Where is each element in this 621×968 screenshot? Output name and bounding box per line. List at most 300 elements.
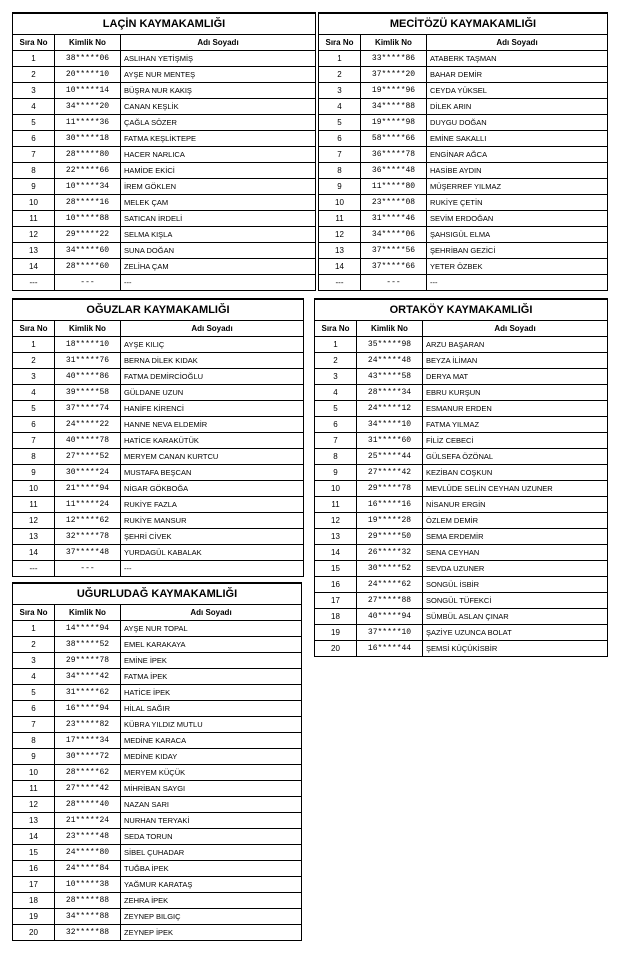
- cell-adi-soyadi: NURHAN TERYAKİ: [121, 813, 302, 829]
- table-row: [13, 195, 316, 211]
- cell-adi-soyadi: TUĞBA İPEK: [121, 861, 302, 877]
- cell-adi-soyadi: AYŞE NUR TOPAL: [121, 621, 302, 637]
- cell-kimlik-no: 11*****24: [55, 497, 121, 513]
- cell-kimlik-no: 30*****18: [55, 131, 121, 147]
- cell-sira-no: 11: [13, 497, 55, 513]
- table-title: OĞUZLAR KAYMAKAMLIĞI: [13, 299, 304, 321]
- cell-adi-soyadi: NİSANUR ERGİN: [423, 497, 608, 513]
- table-row: [13, 797, 302, 813]
- cell-kimlik-no: 28*****88: [55, 893, 121, 909]
- table-row: [13, 685, 302, 701]
- cell-adi-soyadi: BAHAR DEMİR: [427, 67, 608, 83]
- cell-adi-soyadi: CEYDA YÜKSEL: [427, 83, 608, 99]
- cell-kimlik-no: 40*****94: [357, 609, 423, 625]
- table-row: [319, 259, 608, 275]
- cell-kimlik-no: 10*****88: [55, 211, 121, 227]
- cell-sira-no: 2: [13, 353, 55, 369]
- cell-sira-no: 1: [13, 51, 55, 67]
- cell-sira-no: 2: [13, 637, 55, 653]
- table-row: [13, 845, 302, 861]
- cell-sira-no: ---: [13, 275, 55, 291]
- table-row: [315, 513, 608, 529]
- table-row: [319, 243, 608, 259]
- cell-kimlik-no: 29*****50: [357, 529, 423, 545]
- table-row: [13, 163, 316, 179]
- cell-sira-no: 3: [13, 653, 55, 669]
- table-row: [13, 829, 302, 845]
- header-adi-soyadi: Adı Soyadı: [121, 35, 316, 51]
- cell-adi-soyadi: ENGİNAR AĞCA: [427, 147, 608, 163]
- cell-sira-no: 1: [319, 51, 361, 67]
- cell-kimlik-no: 34*****42: [55, 669, 121, 685]
- cell-sira-no: 3: [315, 369, 357, 385]
- cell-adi-soyadi: KÜBRA YILDIZ MUTLU: [121, 717, 302, 733]
- cell-sira-no: 12: [319, 227, 361, 243]
- cell-kimlik-no: 34*****88: [361, 99, 427, 115]
- cell-adi-soyadi: GÜLSEFA ÖZÖNAL: [423, 449, 608, 465]
- cell-sira-no: 3: [13, 83, 55, 99]
- table-row: [319, 227, 608, 243]
- cell-adi-soyadi: ---: [121, 561, 304, 577]
- cell-kimlik-no: 16*****16: [357, 497, 423, 513]
- header-sira-no: Sıra No: [13, 35, 55, 51]
- table-row: [13, 275, 316, 291]
- table-row: [13, 781, 302, 797]
- cell-sira-no: 1: [13, 337, 55, 353]
- cell-adi-soyadi: EMEL KARAKAYA: [121, 637, 302, 653]
- table-row: [13, 701, 302, 717]
- table-row: [13, 481, 304, 497]
- cell-kimlik-no: 28*****40: [55, 797, 121, 813]
- table-row: [13, 449, 304, 465]
- cell-kimlik-no: 36*****48: [361, 163, 427, 179]
- cell-sira-no: 14: [13, 829, 55, 845]
- cell-kimlik-no: 34*****88: [55, 909, 121, 925]
- table-row: [13, 227, 316, 243]
- cell-adi-soyadi: SONGÜL TÜFEKCİ: [423, 593, 608, 609]
- table-row: [315, 417, 608, 433]
- cell-kimlik-no: 37*****48: [55, 545, 121, 561]
- cell-kimlik-no: 26*****32: [357, 545, 423, 561]
- cell-sira-no: 4: [13, 669, 55, 685]
- cell-sira-no: 6: [13, 701, 55, 717]
- table-row: [319, 195, 608, 211]
- cell-sira-no: 4: [319, 99, 361, 115]
- cell-sira-no: 14: [319, 259, 361, 275]
- table-row: [315, 385, 608, 401]
- cell-kimlik-no: 37*****66: [361, 259, 427, 275]
- cell-adi-soyadi: ---: [121, 275, 316, 291]
- cell-sira-no: 6: [315, 417, 357, 433]
- cell-sira-no: 5: [13, 685, 55, 701]
- table-header-row: [13, 35, 316, 51]
- cell-adi-soyadi: HACER NARLICA: [121, 147, 316, 163]
- cell-adi-soyadi: SEVDA UZUNER: [423, 561, 608, 577]
- table-row: [319, 211, 608, 227]
- cell-adi-soyadi: ESMANUR ERDEN: [423, 401, 608, 417]
- cell-sira-no: 20: [315, 641, 357, 657]
- cell-sira-no: 12: [13, 513, 55, 529]
- table-row: [13, 529, 304, 545]
- cell-sira-no: 13: [13, 813, 55, 829]
- cell-adi-soyadi: RUKİYE ÇETİN: [427, 195, 608, 211]
- cell-kimlik-no: 33*****86: [361, 51, 427, 67]
- table-row: [319, 131, 608, 147]
- cell-sira-no: 17: [315, 593, 357, 609]
- cell-kimlik-no: 29*****22: [55, 227, 121, 243]
- table-row: [13, 621, 302, 637]
- cell-kimlik-no: 22*****66: [55, 163, 121, 179]
- cell-kimlik-no: 37*****20: [361, 67, 427, 83]
- cell-kimlik-no: 20*****10: [55, 67, 121, 83]
- table-row: [315, 529, 608, 545]
- cell-sira-no: 12: [13, 797, 55, 813]
- cell-adi-soyadi: SENA CEYHAN: [423, 545, 608, 561]
- cell-kimlik-no: 32*****88: [55, 925, 121, 941]
- table-row: [315, 625, 608, 641]
- cell-adi-soyadi: SELMA KIŞLA: [121, 227, 316, 243]
- table-row: [13, 749, 302, 765]
- cell-adi-soyadi: FATMA DEMİRCİOĞLU: [121, 369, 304, 385]
- cell-adi-soyadi: BEYZA İLİMAN: [423, 353, 608, 369]
- cell-kimlik-no: 14*****94: [55, 621, 121, 637]
- table-row: [315, 497, 608, 513]
- cell-kimlik-no: 28*****80: [55, 147, 121, 163]
- cell-sira-no: 14: [13, 259, 55, 275]
- table-row: [13, 417, 304, 433]
- cell-sira-no: 11: [319, 211, 361, 227]
- cell-kimlik-no: 23*****82: [55, 717, 121, 733]
- cell-adi-soyadi: AYŞE KILIÇ: [121, 337, 304, 353]
- table-row: [13, 877, 302, 893]
- cell-sira-no: 10: [319, 195, 361, 211]
- table-row: [13, 561, 304, 577]
- cell-adi-soyadi: MİHRİBAN SAYGI: [121, 781, 302, 797]
- cell-sira-no: 1: [13, 621, 55, 637]
- table-row: [315, 401, 608, 417]
- table-row: [13, 99, 316, 115]
- cell-adi-soyadi: EBRU KURŞUN: [423, 385, 608, 401]
- cell-sira-no: 8: [13, 449, 55, 465]
- cell-adi-soyadi: MEDİNE KARACA: [121, 733, 302, 749]
- cell-adi-soyadi: SATICAN İRDELİ: [121, 211, 316, 227]
- table-row: [315, 577, 608, 593]
- cell-adi-soyadi: MÜŞERREF YILMAZ: [427, 179, 608, 195]
- table-row: [13, 717, 302, 733]
- table-row: [13, 51, 316, 67]
- cell-kimlik-no: 27*****88: [357, 593, 423, 609]
- cell-adi-soyadi: ZELİHA ÇAM: [121, 259, 316, 275]
- cell-adi-soyadi: CANAN KEŞLİK: [121, 99, 316, 115]
- cell-kimlik-no: 10*****38: [55, 877, 121, 893]
- table-row: [13, 147, 316, 163]
- cell-kimlik-no: 29*****78: [55, 653, 121, 669]
- cell-adi-soyadi: SEVİM ERDOĞAN: [427, 211, 608, 227]
- cell-kimlik-no: 30*****72: [55, 749, 121, 765]
- cell-kimlik-no: 34*****20: [55, 99, 121, 115]
- table-row: [13, 385, 304, 401]
- cell-sira-no: 7: [13, 147, 55, 163]
- cell-kimlik-no: 38*****52: [55, 637, 121, 653]
- cell-kimlik-no: 10*****14: [55, 83, 121, 99]
- cell-sira-no: 15: [315, 561, 357, 577]
- cell-sira-no: 13: [319, 243, 361, 259]
- cell-sira-no: 19: [13, 909, 55, 925]
- cell-sira-no: 4: [315, 385, 357, 401]
- cell-sira-no: 5: [319, 115, 361, 131]
- table-header-row: [13, 321, 304, 337]
- cell-adi-soyadi: MELEK ÇAM: [121, 195, 316, 211]
- cell-sira-no: 5: [13, 401, 55, 417]
- table-row: [13, 465, 304, 481]
- cell-kimlik-no: 27*****52: [55, 449, 121, 465]
- cell-kimlik-no: 30*****52: [357, 561, 423, 577]
- cell-adi-soyadi: FATMA İPEK: [121, 669, 302, 685]
- cell-adi-soyadi: ŞAHSIGÜL ELMA: [427, 227, 608, 243]
- cell-sira-no: 11: [315, 497, 357, 513]
- table-row: [315, 561, 608, 577]
- table-row: [13, 259, 316, 275]
- cell-adi-soyadi: MERYEM KÜÇÜK: [121, 765, 302, 781]
- cell-adi-soyadi: ÖZLEM DEMİR: [423, 513, 608, 529]
- table-row: [13, 131, 316, 147]
- cell-kimlik-no: 17*****34: [55, 733, 121, 749]
- cell-kimlik-no: 28*****60: [55, 259, 121, 275]
- cell-kimlik-no: 37*****56: [361, 243, 427, 259]
- cell-kimlik-no: 34*****06: [361, 227, 427, 243]
- cell-sira-no: 9: [13, 749, 55, 765]
- header-sira-no: Sıra No: [13, 321, 55, 337]
- cell-adi-soyadi: SEDA TORUN: [121, 829, 302, 845]
- cell-sira-no: 11: [13, 211, 55, 227]
- cell-adi-soyadi: FİLİZ CEBECİ: [423, 433, 608, 449]
- header-adi-soyadi: Adı Soyadı: [121, 605, 302, 621]
- cell-kimlik-no: 40*****78: [55, 433, 121, 449]
- table-row: [13, 813, 302, 829]
- cell-sira-no: 10: [13, 481, 55, 497]
- header-kimlik-no: Kimlik No: [55, 605, 121, 621]
- cell-sira-no: 20: [13, 925, 55, 941]
- cell-adi-soyadi: SEMA ERDEMİR: [423, 529, 608, 545]
- cell-sira-no: 17: [13, 877, 55, 893]
- table-row: [319, 275, 608, 291]
- header-adi-soyadi: Adı Soyadı: [121, 321, 304, 337]
- cell-adi-soyadi: HATİCE İPEK: [121, 685, 302, 701]
- cell-adi-soyadi: ZEYNEP BILGIÇ: [121, 909, 302, 925]
- table-row: [13, 67, 316, 83]
- cell-sira-no: 8: [13, 733, 55, 749]
- cell-kimlik-no: 16*****94: [55, 701, 121, 717]
- cell-kimlik-no: 34*****10: [357, 417, 423, 433]
- table-title: UĞURLUDAĞ KAYMAKAMLIĞI: [13, 583, 302, 605]
- cell-sira-no: 5: [315, 401, 357, 417]
- cell-sira-no: 6: [13, 417, 55, 433]
- cell-kimlik-no: 28*****16: [55, 195, 121, 211]
- table-row: [315, 433, 608, 449]
- cell-adi-soyadi: DİLEK ARIN: [427, 99, 608, 115]
- cell-adi-soyadi: HAMİDE EKİCİ: [121, 163, 316, 179]
- cell-kimlik-no: 43*****58: [357, 369, 423, 385]
- cell-adi-soyadi: HASİBE AYDIN: [427, 163, 608, 179]
- table-row: [315, 593, 608, 609]
- table-row: [13, 83, 316, 99]
- cell-adi-soyadi: ZEYNEP İPEK: [121, 925, 302, 941]
- cell-sira-no: 19: [315, 625, 357, 641]
- cell-adi-soyadi: EMİNE SAKALLI: [427, 131, 608, 147]
- cell-adi-soyadi: İREM GÖKLEN: [121, 179, 316, 195]
- cell-adi-soyadi: ÇAĞLA SÖZER: [121, 115, 316, 131]
- cell-adi-soyadi: MUSTAFA BEŞCAN: [121, 465, 304, 481]
- header-sira-no: Sıra No: [315, 321, 357, 337]
- table-row: [13, 733, 302, 749]
- cell-sira-no: 14: [13, 545, 55, 561]
- cell-kimlik-no: 21*****94: [55, 481, 121, 497]
- cell-adi-soyadi: ŞEHRİ CİVEK: [121, 529, 304, 545]
- table-row: [315, 465, 608, 481]
- table-row: [13, 653, 302, 669]
- table-header-row: [319, 35, 608, 51]
- cell-adi-soyadi: FATMA YILMAZ: [423, 417, 608, 433]
- cell-kimlik-no: 37*****10: [357, 625, 423, 641]
- cell-adi-soyadi: MERYEM CANAN KURTCU: [121, 449, 304, 465]
- cell-kimlik-no: 35*****98: [357, 337, 423, 353]
- cell-adi-soyadi: AYŞE NUR MENTEŞ: [121, 67, 316, 83]
- cell-adi-soyadi: NAZAN SARI: [121, 797, 302, 813]
- cell-adi-soyadi: NİGAR GÖKBOĞA: [121, 481, 304, 497]
- cell-adi-soyadi: BÜŞRA NUR KAKIŞ: [121, 83, 316, 99]
- cell-sira-no: 8: [13, 163, 55, 179]
- table-title: LAÇİN KAYMAKAMLIĞI: [13, 13, 316, 35]
- table-row: [13, 893, 302, 909]
- cell-sira-no: 6: [13, 131, 55, 147]
- cell-sira-no: 1: [315, 337, 357, 353]
- cell-sira-no: 9: [319, 179, 361, 195]
- table-row: [315, 481, 608, 497]
- cell-adi-soyadi: YAĞMUR KARATAŞ: [121, 877, 302, 893]
- cell-kimlik-no: 24*****12: [357, 401, 423, 417]
- cell-sira-no: 18: [315, 609, 357, 625]
- cell-adi-soyadi: RUKİYE FAZLA: [121, 497, 304, 513]
- cell-sira-no: 11: [13, 781, 55, 797]
- table-row: [13, 401, 304, 417]
- cell-adi-soyadi: HATİCE KARAKÜTÜK: [121, 433, 304, 449]
- cell-sira-no: 7: [13, 717, 55, 733]
- cell-adi-soyadi: ZEHRA İPEK: [121, 893, 302, 909]
- cell-adi-soyadi: MEDİNE KIDAY: [121, 749, 302, 765]
- table-row: [13, 925, 302, 941]
- table-row: [13, 353, 304, 369]
- cell-kimlik-no: 16*****44: [357, 641, 423, 657]
- table-oguzlar: [12, 298, 304, 577]
- table-row: [13, 337, 304, 353]
- table-title: MECİTÖZÜ KAYMAKAMLIĞI: [319, 13, 608, 35]
- cell-adi-soyadi: SUNA DOĞAN: [121, 243, 316, 259]
- table-row: [319, 83, 608, 99]
- cell-adi-soyadi: FATMA KEŞLİKTEPE: [121, 131, 316, 147]
- cell-adi-soyadi: SONGÜL İSBİR: [423, 577, 608, 593]
- cell-kimlik-no: 27*****42: [55, 781, 121, 797]
- cell-adi-soyadi: RUKİYE MANSUR: [121, 513, 304, 529]
- header-kimlik-no: Kimlik No: [357, 321, 423, 337]
- table-header-row: [13, 605, 302, 621]
- header-kimlik-no: Kimlik No: [55, 321, 121, 337]
- table-row: [315, 353, 608, 369]
- cell-kimlik-no: 25*****44: [357, 449, 423, 465]
- cell-kimlik-no: ---: [55, 561, 121, 577]
- cell-sira-no: 12: [315, 513, 357, 529]
- cell-sira-no: 9: [13, 465, 55, 481]
- cell-adi-soyadi: GÜLDANE UZUN: [121, 385, 304, 401]
- cell-kimlik-no: 23*****48: [55, 829, 121, 845]
- table-row: [13, 909, 302, 925]
- cell-kimlik-no: 11*****80: [361, 179, 427, 195]
- cell-sira-no: 8: [319, 163, 361, 179]
- cell-sira-no: 13: [13, 243, 55, 259]
- table-ugurludag: [12, 582, 302, 941]
- cell-kimlik-no: 37*****74: [55, 401, 121, 417]
- cell-sira-no: ---: [13, 561, 55, 577]
- table-row: [13, 513, 304, 529]
- cell-adi-soyadi: YURDAGÜL KABALAK: [121, 545, 304, 561]
- cell-sira-no: 15: [13, 845, 55, 861]
- cell-kimlik-no: 19*****96: [361, 83, 427, 99]
- cell-sira-no: 7: [319, 147, 361, 163]
- table-row: [13, 243, 316, 259]
- table-row: [13, 765, 302, 781]
- cell-kimlik-no: ---: [55, 275, 121, 291]
- cell-kimlik-no: 24*****48: [357, 353, 423, 369]
- cell-adi-soyadi: ARZU BAŞARAN: [423, 337, 608, 353]
- table-header-row: [315, 321, 608, 337]
- cell-kimlik-no: 23*****08: [361, 195, 427, 211]
- table-mecitozu: [318, 12, 608, 291]
- cell-sira-no: 10: [13, 195, 55, 211]
- cell-kimlik-no: 10*****34: [55, 179, 121, 195]
- table-row: [315, 609, 608, 625]
- table-row: [13, 179, 316, 195]
- table-ortakoy: [314, 298, 608, 657]
- cell-adi-soyadi: DERYA MAT: [423, 369, 608, 385]
- table-row: [319, 163, 608, 179]
- header-kimlik-no: Kimlik No: [55, 35, 121, 51]
- cell-kimlik-no: 31*****62: [55, 685, 121, 701]
- table-row: [13, 637, 302, 653]
- cell-sira-no: ---: [319, 275, 361, 291]
- cell-kimlik-no: 34*****60: [55, 243, 121, 259]
- table-row: [13, 861, 302, 877]
- cell-adi-soyadi: YETER ÖZBEK: [427, 259, 608, 275]
- cell-sira-no: 2: [319, 67, 361, 83]
- header-sira-no: Sıra No: [13, 605, 55, 621]
- cell-sira-no: 13: [13, 529, 55, 545]
- cell-sira-no: 2: [13, 67, 55, 83]
- table-row: [315, 337, 608, 353]
- table-lacin: [12, 12, 316, 291]
- cell-kimlik-no: 24*****22: [55, 417, 121, 433]
- cell-adi-soyadi: ŞEHRİBAN GEZİCİ: [427, 243, 608, 259]
- cell-kimlik-no: 24*****84: [55, 861, 121, 877]
- cell-kimlik-no: 19*****98: [361, 115, 427, 131]
- header-adi-soyadi: Adı Soyadı: [423, 321, 608, 337]
- cell-kimlik-no: 38*****06: [55, 51, 121, 67]
- cell-sira-no: 4: [13, 99, 55, 115]
- cell-kimlik-no: 32*****78: [55, 529, 121, 545]
- cell-sira-no: 12: [13, 227, 55, 243]
- cell-adi-soyadi: HANİFE KİRENCİ: [121, 401, 304, 417]
- cell-kimlik-no: 31*****46: [361, 211, 427, 227]
- cell-adi-soyadi: EMİNE İPEK: [121, 653, 302, 669]
- table-row: [319, 147, 608, 163]
